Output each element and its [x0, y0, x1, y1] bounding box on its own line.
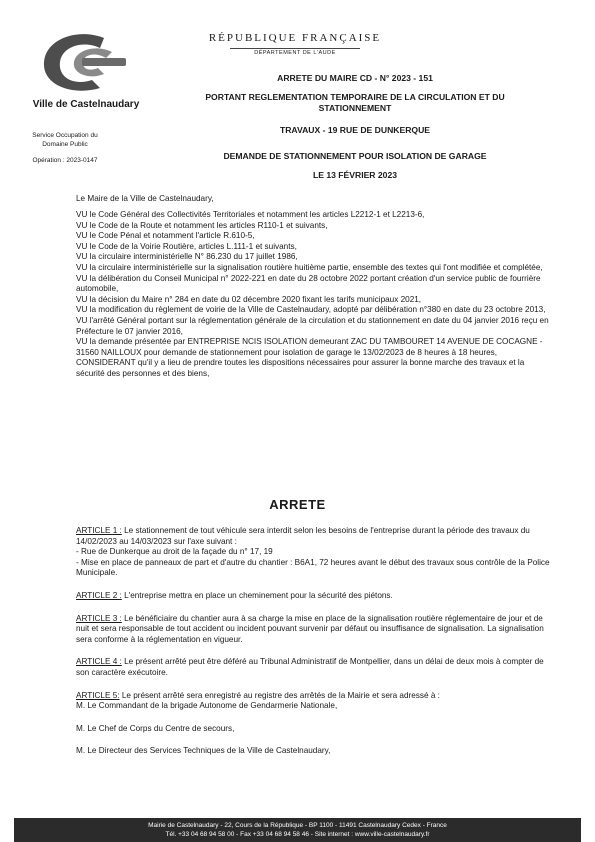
article-1-line-1: - Rue de Dunkerque au droit de la façade du n° 17, 19 [76, 547, 273, 557]
article-5-label: ARTICLE 5: [76, 690, 120, 700]
article-2-text: L'entreprise mettra en place un cheminement pour la sécurité des piétons. [121, 590, 393, 600]
vu-item: VU le Code de la Route et notamment les articles R110-1 et suivants, [76, 220, 328, 230]
article-5-text: Le présent arrêté sera enregistré au registre des arrêtés de la Mairie et sera adressé à : [119, 690, 440, 700]
article-5 [76, 691, 554, 702]
article-2-label: ARTICLE 2 : [76, 590, 122, 600]
footer-contact: Tél. +33 04 68 94 58 00 - Fax +33 04 68 94 58 46 - Site internet : www.ville-castelnaudary.fr [165, 831, 430, 838]
vu-item: VU le Code Pénal et notamment l'article R.610-5, [76, 231, 255, 241]
article-1 [76, 526, 554, 547]
vu-item: VU la circulaire interministérielle N° 86.230 du 17 juillet 1986, [76, 252, 298, 262]
recipient: M. Le Directeur des Services Techniques de la Ville de Castelnaudary, [76, 746, 331, 756]
arrete-heading: ARRETE [269, 497, 326, 512]
articles [76, 526, 554, 769]
travaux-heading: TRAVAUX - 19 RUE DE DUNKERQUE [279, 125, 431, 135]
footer-address: Mairie de Castelnaudary - 22, Cours de la République - BP 1100 - 11491 Castelnaudary Cedex - France [148, 822, 447, 829]
recipient: M. Le Commandant de la brigade Autonome de Gendarmerie Nationale, [76, 701, 338, 711]
article-3-text: Le bénéficiaire du chantier aura à sa charge la mise en place de la signalisation routière réglementaire de jour et de nuit et sera responsable de tout accident ou incident pouvant survenir par défaut ou insuffisance de signalisation. La signalisation sera conforme à la réglementation en vigueur. [76, 613, 544, 644]
demande-heading: DEMANDE DE STATIONNEMENT POUR ISOLATION DE GARAGE [223, 151, 487, 161]
article-2 [76, 591, 554, 602]
vu-item: VU la circulaire interministérielle sur la signalisation routière huitième partie, ensemble des textes qui l'ont modifiée et complétée, [76, 262, 543, 272]
article-4-text: Le présent arrêté peut être déféré au Tribunal Administratif de Montpellier, dans un délai de deux mois à compter de son caractère exécutoire. [76, 657, 544, 677]
article-1-label: ARTICLE 1 : [76, 526, 122, 535]
vu-item: VU la modification du règlement de voirie de la Ville de Castelnaudary, adopté par délibération n°380 en date du 23 octobre 2013, [76, 305, 546, 315]
arrete-title: PORTANT REGLEMENTATION TEMPORAIRE DE LA CIRCULATION ET DU STATIONNEMENT [205, 92, 505, 113]
article-4-label: ARTICLE 4 : [76, 657, 122, 667]
logo-city-name: Ville de Castelnaudary [32, 99, 140, 110]
article-1-text: Le stationnement de tout véhicule sera interdit selon les besoins de l'entreprise durant la période des travaux du 14/02/2023 au 14/03/2023 sur l'axe suivant : [76, 526, 530, 546]
operation-number: Opération : 2023-0147 [32, 157, 98, 164]
republic-heading: RÉPUBLIQUE FRANÇAISE [208, 32, 382, 44]
article-4 [76, 657, 554, 678]
vu-item: VU l'arrêté Général portant sur la réglementation générale de la circulation et du stationnement en date du 04 janvier 2016 reçu en Préfecture le 07 janvier 2016, [76, 315, 549, 336]
arrete-number: ARRETE DU MAIRE CD - N° 2023 - 151 [277, 73, 433, 83]
recipient: M. Le Chef de Corps du Centre de secours, [76, 723, 235, 733]
service-name: Service Occupation du Domaine Public [32, 132, 98, 148]
vu-item: VU le Code de la Voirie Routière, articles L.111-1 et suivants, [76, 241, 297, 251]
intro-line: Le Maire de la Ville de Castelnaudary, [76, 194, 214, 203]
vu-item: VU la décision du Maire n° 284 en date du 02 décembre 2020 fixant les tarifs municipaux 2021, [76, 294, 422, 304]
considerant-item: CONSIDERANT qu'il y a lieu de prendre toutes les dispositions nécessaires pour assurer la bonne marche des travaux et la sécurité des personnes et des biens, [76, 358, 525, 378]
page-footer [14, 818, 581, 842]
department-heading: DÉPARTEMENT DE L'AUDE [230, 48, 360, 56]
article-1-line-2: - Mise en place de panneaux de part et d'autre du chantier : B6A1, 72 heures avant le début des travaux sous contrôle de la Police Municipale. [76, 557, 550, 578]
vu-item: VU la délibération du Conseil Municipal n° 2022-221 en date du 28 octobre 2022 portant création d'un service public de fourrière automobile, [76, 273, 541, 294]
arrete-date: LE 13 FÉVRIER 2023 [312, 170, 398, 180]
article-3-label: ARTICLE 3 : [76, 613, 122, 623]
vu-item: VU la demande présentée par ENTREPRISE NCIS ISOLATION demeurant ZAC DU TAMBOURET 14 AVENUE DE COCAGNE - 31560 NAILLOUX pour demande de stationnement pour isolation de garage le 13/02/2023 de 8 heures à 18 heures, [76, 337, 543, 357]
vu-list [76, 210, 554, 380]
article-3 [76, 614, 554, 646]
vu-item: VU le Code Général des Collectivités Territoriales et notamment les articles L2212-1 et L2213-6, [76, 210, 425, 219]
city-logo [34, 30, 134, 100]
